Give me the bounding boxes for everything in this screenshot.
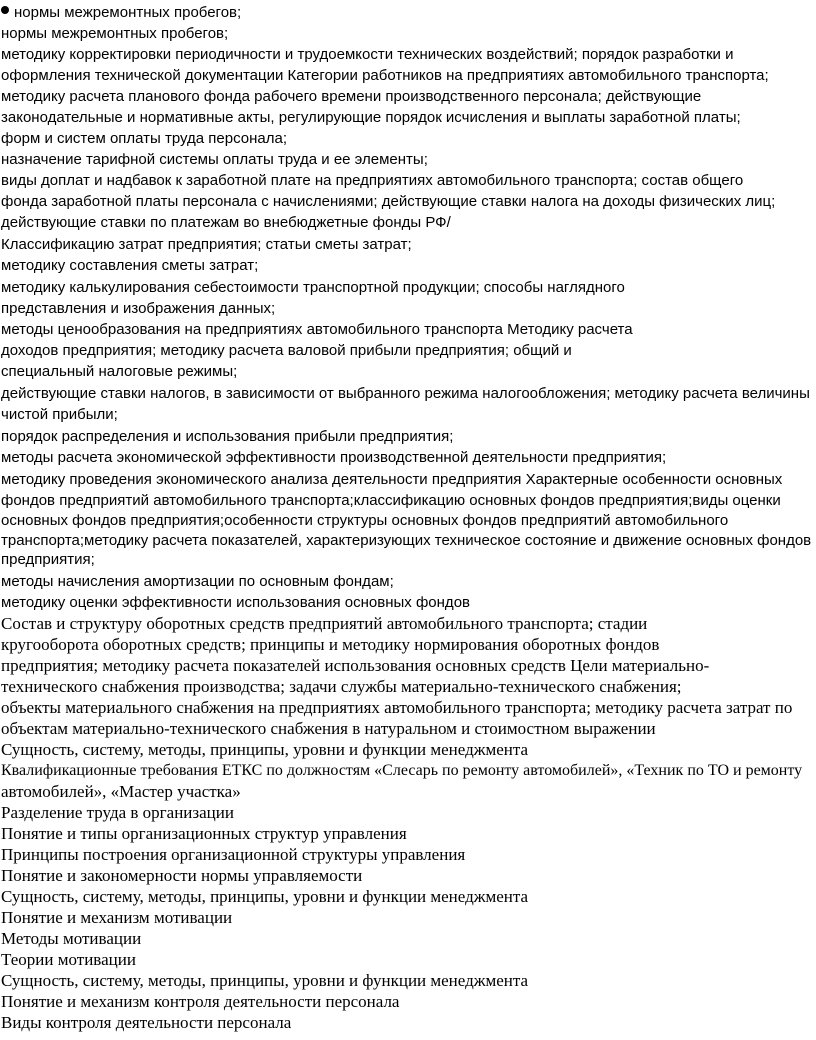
text-line: предприятия; [1,551,95,568]
text-line: методы ценообразования на предприятиях автомобильного транспорта Методику расчета [1,321,633,338]
text-line: форм и систем оплаты труда персонала; [1,130,288,147]
text-line: методику составления сметы затрат; [1,257,259,274]
text-line: Сущность, систему, методы, принципы, уровни и функции менеджмента [1,971,529,990]
text-line: методику расчета планового фонда рабочего времени производственного персонала; действующие [1,88,702,105]
text-line: транспорта;методику расчета показателей, характеризующих техническое состояние и движение основных фондов [1,532,812,549]
text-line: Понятие и закономерности нормы управляемости [1,866,363,885]
text-line: Квалификационные требования ЕТКС по должностям «Слесарь по ремонту автомобилей», «Техник по ТО и ремонту [1,762,803,779]
text-line: методику калькулирования себестоимости транспортной продукции; способы наглядного [1,279,625,296]
text-line: Принципы построения организационной структуры управления [1,845,466,864]
text-line: автомобилей», «Мастер участка» [1,782,241,801]
text-line: специальный налоговые режимы; [1,363,238,380]
text-line: Состав и структуру оборотных средств предприятий автомобильного транспорта; стадии [1,614,648,633]
text-line: Разделение труда в организации [1,803,234,822]
text-line: Понятие и механизм мотивации [1,908,233,927]
text-line: законодательные и нормативные акты, регулирующие порядок исчисления и выплаты заработной платы; [1,109,741,126]
text-line: объекты материального снабжения на предприятиях автомобильного транспорта; методику расчета затрат по [1,698,793,717]
text-line: фондов предприятий автомобильного транспорта;классификацию основных фондов предприятия;виды оценки [1,492,781,509]
text-line: Классификацию затрат предприятия; статьи сметы затрат; [1,236,412,253]
bullet-icon [1,6,9,14]
list-item: нормы межремонтных пробегов; [1,3,241,23]
text-line: нормы межремонтных пробегов; [1,25,229,42]
text-line: действующие ставки налогов, в зависимости от выбранного режима налогообложения; методику расчета величины [1,385,810,402]
text-line: Теории мотивации [1,950,136,969]
text-line: фонда заработной платы персонала с начислениями; действующие ставки налога на доходы физических лиц; [1,193,776,210]
text-line: оформления технической документации Категории работников на предприятиях автомобильного транспорта; [1,67,769,84]
text-line: методику проведения экономического анализа деятельности предприятия Характерные особенности основных [1,471,783,488]
text-line: методы начисления амортизации по основным фондам; [1,573,394,590]
text-line: Виды контроля деятельности персонала [1,1013,292,1032]
text-line: Сущность, систему, методы, принципы, уровни и функции менеджмента [1,887,529,906]
text-line: порядок распределения и использования прибыли предприятия; [1,428,454,445]
text-line: объектам материально-технического снабжения в натуральном и стоимостном выражении [1,719,656,738]
text-line: доходов предприятия; методику расчета валовой прибыли предприятия; общий и [1,342,572,359]
text-line: чистой прибыли; [1,406,118,423]
text-line: основных фондов предприятия;особенности структуры основных фондов предприятий автомобильного [1,512,729,529]
text-line: виды доплат и надбавок к заработной плате на предприятиях автомобильного транспорта; состав общего [1,172,744,189]
text-line: Методы мотивации [1,929,142,948]
text-line: кругооборота оборотных средств; принципы и методику нормирования оборотных фондов [1,635,660,654]
text-line: действующие ставки по платежам во внебюджетные фонды РФ/ [1,214,451,231]
text-line: методику корректировки периодичности и трудоемкости технических воздействий; порядок разработки и [1,46,734,63]
text-line: представления и изображения данных; [1,300,276,317]
text-line: назначение тарифной системы оплаты труда и ее элементы; [1,151,428,168]
text-line: Понятие и механизм контроля деятельности персонала [1,992,400,1011]
text-line: Понятие и типы организационных структур управления [1,824,407,843]
text-line: предприятия; методику расчета показателей использования основных средств Цели материально- [1,656,710,675]
text-line: технического снабжения производства; задачи службы материально-технического снабжения; [1,677,682,696]
text-line: методику оценки эффективности использования основных фондов [1,594,470,611]
text-line: методы расчета экономической эффективности производственной деятельности предприятия; [1,449,667,466]
text-line: Сущность, систему, методы, принципы, уровни и функции менеджмента [1,740,529,759]
